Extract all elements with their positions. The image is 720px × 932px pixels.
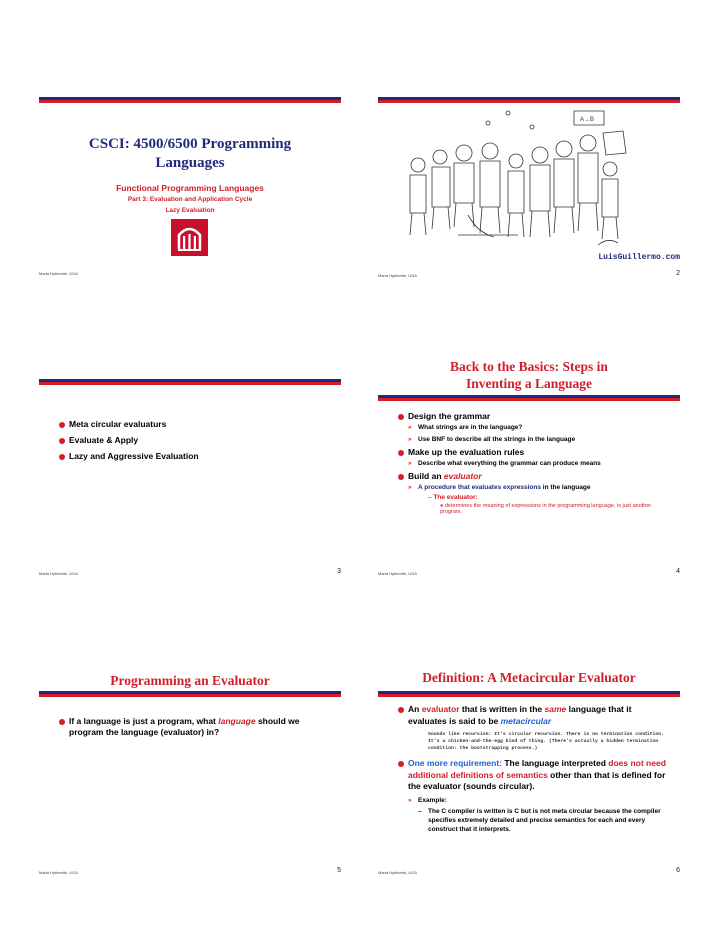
bullet-meta-circular: Meta circular evaluaturs — [59, 419, 329, 429]
bullet-emphasis: evaluator — [443, 471, 482, 481]
bullet-text-post: should we program the language (evaluator) in? — [69, 716, 300, 737]
slide-title: Back to the Basics: Steps in Inventing a Language — [450, 359, 608, 391]
slide-6 — [378, 670, 680, 875]
slide-title: CSCI: 4500/6500 Programming Languages — [88, 136, 292, 171]
uga-logo — [171, 219, 208, 256]
page-number: 5 — [337, 867, 341, 874]
slide-header-bar — [39, 379, 341, 385]
text-blue: One more requirement: — [408, 758, 502, 768]
slide-header-bar — [378, 395, 680, 401]
slide-footer: Maria Hybinette, UGA — [378, 870, 417, 875]
bullet-build-evaluator — [398, 471, 670, 515]
subsub-bullet-text: The C compiler is written is C but is not meta circular because the compiler specifies extremely detailed and precise semantics for each and every construct that it interprets. — [428, 807, 661, 833]
bullet-text: Make up the evaluation rules — [408, 447, 525, 457]
subsubsub-bullet-text: determines the meaning of expressions in the programming language, is just another program. — [440, 503, 652, 515]
bullet-text: If a language is just a program, what — [69, 716, 219, 726]
slide-1 — [39, 97, 341, 289]
bullet-text: Build an — [408, 471, 444, 481]
slide-2 — [378, 97, 680, 289]
page-number: 2 — [676, 270, 680, 277]
slide-subtitle: Functional Programming Languages — [116, 183, 264, 193]
slide-footer: Maria Hybinette, UGA — [378, 571, 417, 576]
bullet-lazy-aggressive: Lazy and Aggressive Evaluation — [59, 451, 329, 461]
text: The language interpreted — [502, 758, 609, 768]
cartoon-illustration — [398, 103, 638, 251]
subsub-bullet-text: The evaluator: — [433, 494, 478, 501]
slide-header-bar — [39, 691, 341, 697]
bullet-list — [59, 419, 329, 461]
slide-5 — [39, 670, 341, 875]
bullet-definition — [398, 704, 666, 752]
page-number: 3 — [337, 568, 341, 575]
bullet-list — [59, 716, 319, 738]
bullet-list — [398, 704, 666, 834]
slide-footer: Maria Hybinette, UGA — [39, 870, 78, 875]
text-red: does not need additional definitions of semantics — [408, 758, 666, 780]
slide-3 — [39, 379, 341, 576]
bullet-evaluate-apply: Evaluate & Apply — [59, 435, 329, 445]
slide-title: Definition: A Metacircular Evaluator — [422, 670, 636, 685]
bullet-emphasis: language — [218, 716, 256, 726]
subsub-bullet: – The evaluator: — [428, 494, 478, 501]
text-metacircular: metacircular — [500, 715, 552, 726]
page-number: 4 — [676, 568, 680, 575]
slide-body — [398, 411, 670, 515]
text: that is written in the — [459, 704, 545, 714]
bullet-eval-rules — [398, 447, 670, 467]
bullet-question — [59, 716, 319, 738]
slide-part: Part 3: Evaluation and Application Cycle — [127, 196, 253, 203]
sub-bullet-text: in the language — [540, 484, 591, 491]
sub-bullet-text: Use BNF to describe all the strings in the language — [418, 436, 576, 443]
sub-bullet-text: Example: — [418, 796, 447, 804]
bullet-text: Design the grammar — [408, 411, 491, 421]
bullet-requirement — [398, 758, 666, 834]
slide-title: Programming an Evaluator — [110, 673, 270, 688]
sub-bullet-highlight: A procedure that evaluates expressions — [418, 484, 541, 491]
slide-footer: Maria Hybinette, UGA — [39, 271, 78, 276]
slide-footer: Maria Hybinette, UGA — [39, 571, 78, 576]
sub-bullet: » Use BNF to describe all the strings in the language — [408, 436, 576, 443]
bullet-design-grammar — [398, 411, 670, 443]
slide-topic: Lazy Evaluation — [165, 207, 215, 214]
slide-4 — [378, 359, 680, 576]
text: language that it evaluates is said to be — [408, 704, 632, 726]
slide-footer: Maria Hybinette, UGA — [378, 273, 417, 278]
credit-text: LuisGuillermo.com — [598, 253, 680, 262]
sub-bullet: » Example: – The C compiler is written is C but is not meta circular because the compiler specifies extremely detailed and precise semantics for each and every construct that it interprets. — [408, 796, 666, 834]
subsubsub-bullet: ● determines the meaning of expressions in the programming language, is just another program. — [440, 503, 652, 515]
svg-text:A→B: A→B — [580, 117, 595, 123]
sub-bullet: » Describe what everything the grammar can produce means — [408, 460, 601, 467]
quote-text: Sounds like recursion: It's circular recursion. There is no termination condition. It's a chicken-and-the-egg kind of thing. (There's actually a hidden termination condition: the bootstrapping process.) — [428, 732, 665, 751]
bullet-list — [398, 411, 670, 515]
sub-bullet-text: What strings are in the language? — [418, 424, 523, 431]
slide-header-bar — [378, 691, 680, 697]
sub-bullet: » What strings are in the language? — [408, 424, 523, 431]
text: other than that is defined for the evaluator (sounds circular). — [408, 769, 666, 791]
sub-bullet: » A procedure that evaluates expressions in the language – The evaluator: ● determines the meaning of expressions in the programming language, is just another program. — [408, 484, 670, 515]
subsub-bullet: – The C compiler is written is C but is not meta circular because the compiler specifies extremely detailed and precise semantics for each and every construct that it interprets. — [418, 807, 661, 833]
page-number: 6 — [676, 867, 680, 874]
text: An — [408, 704, 422, 714]
text-same: same — [544, 704, 567, 714]
sub-bullet-text: Describe what everything the grammar can produce means — [418, 460, 601, 467]
slide-header-bar — [39, 97, 341, 103]
text-red: evaluator — [421, 704, 460, 714]
